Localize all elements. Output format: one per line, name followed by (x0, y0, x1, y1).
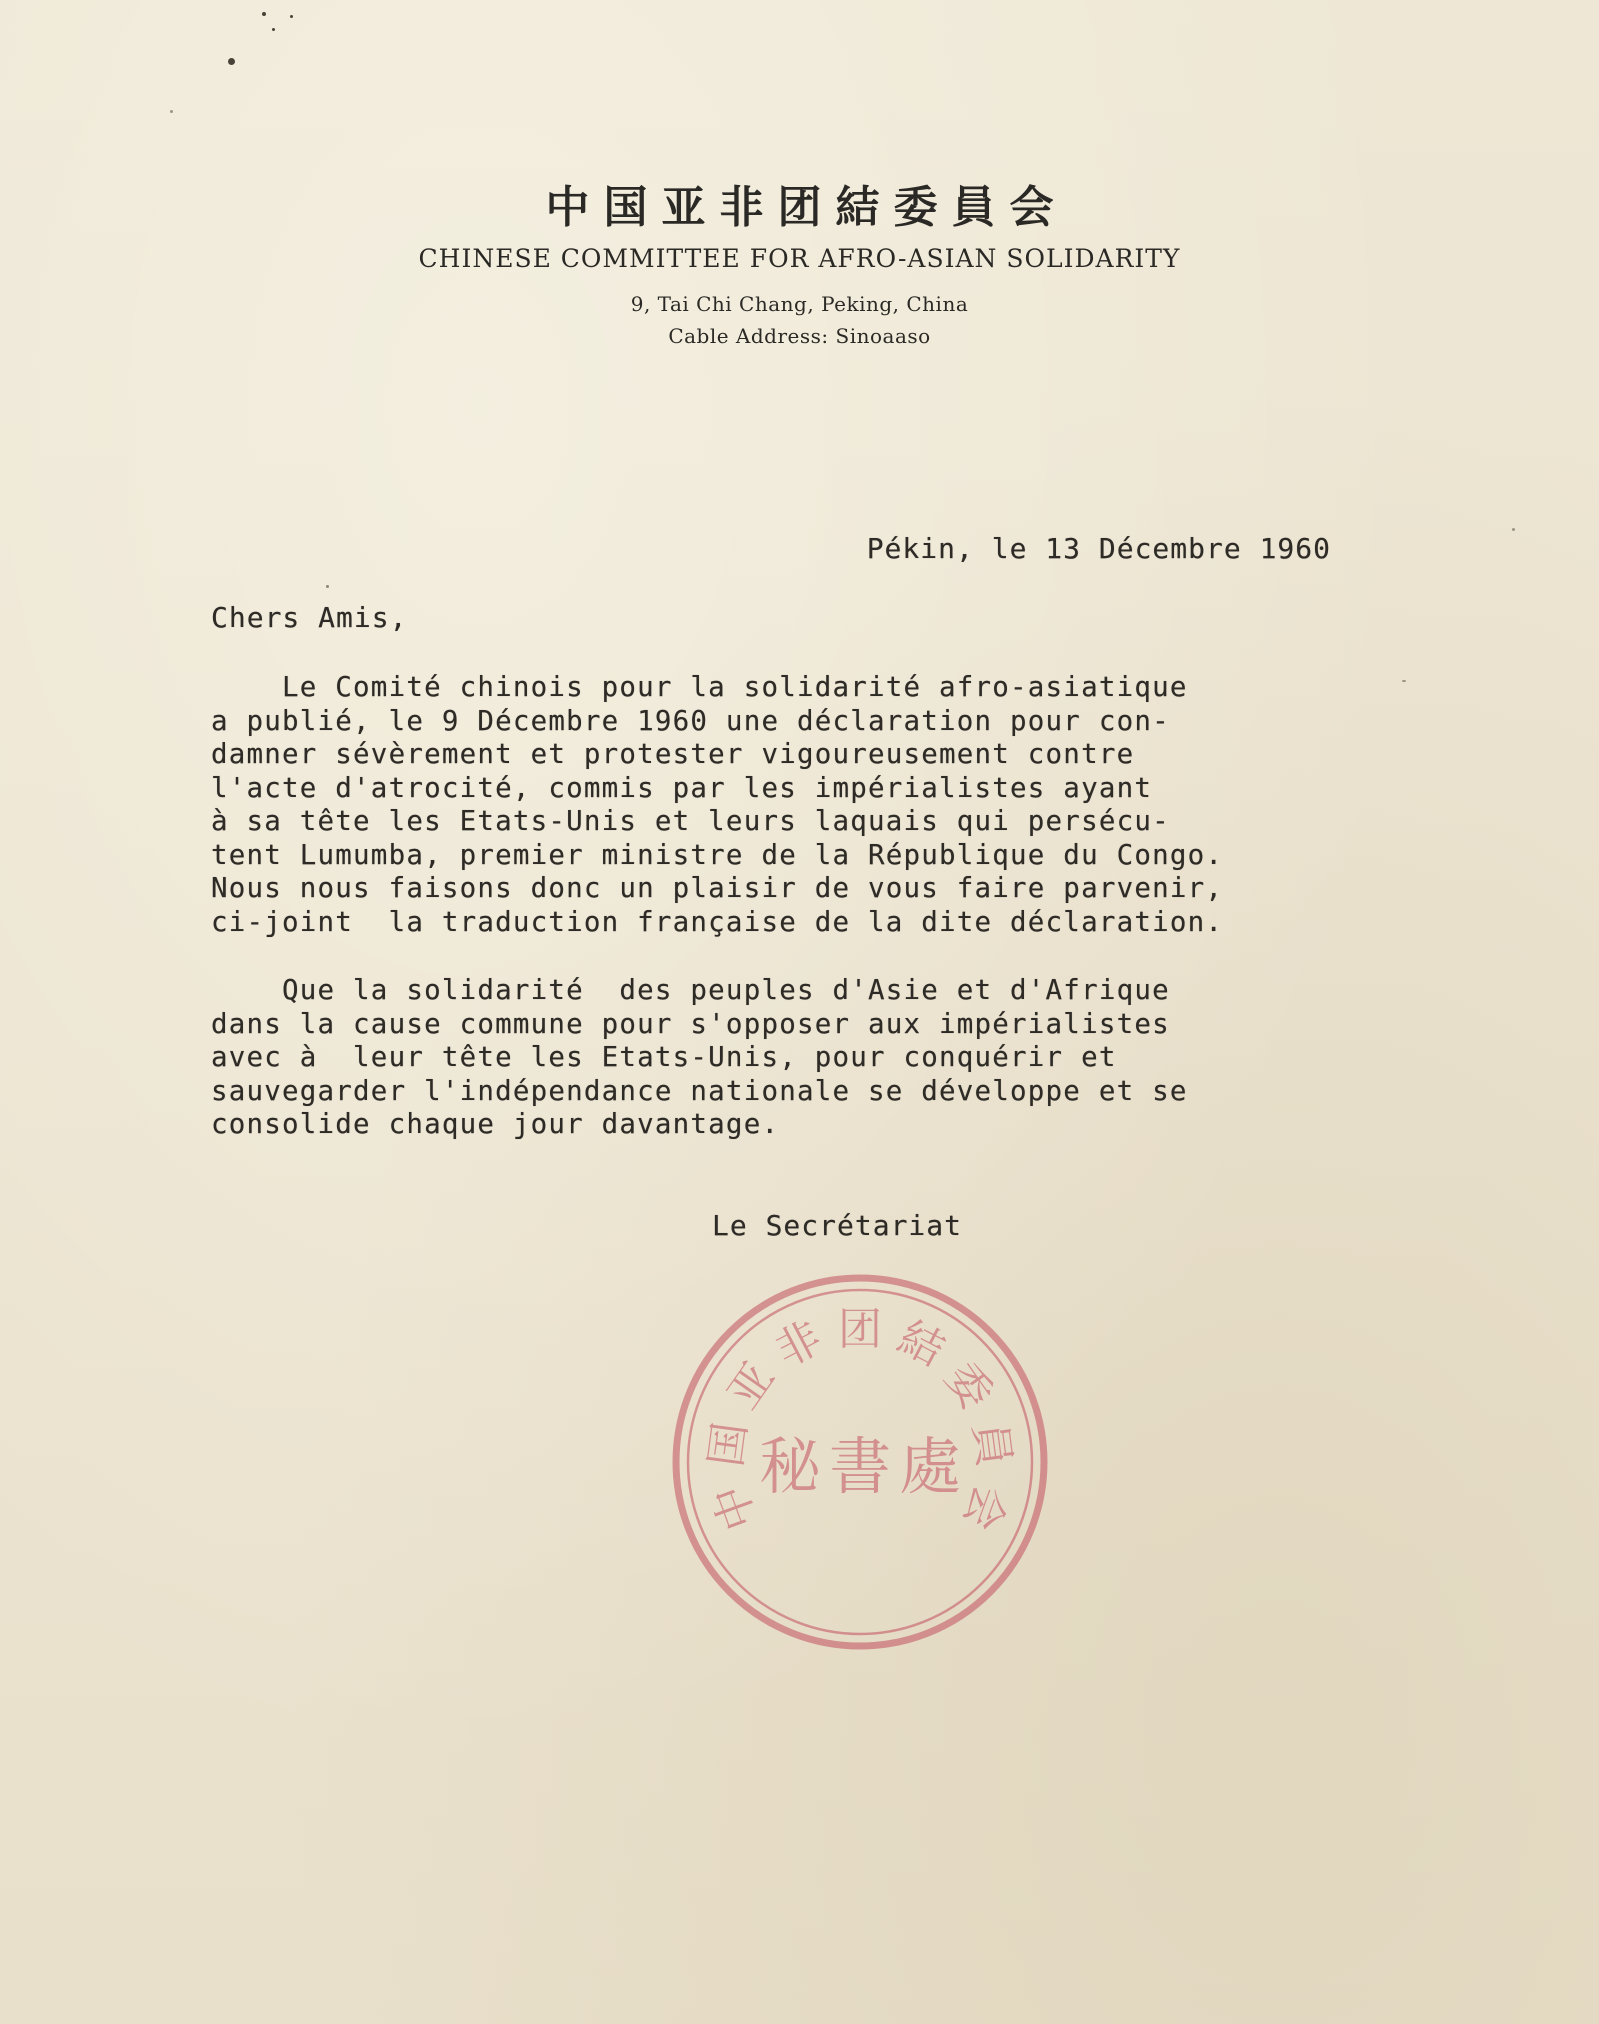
letterhead (0, 180, 1599, 352)
seal-ring-character: 非 (767, 1311, 831, 1378)
seal-ring-character: 团 (838, 1304, 882, 1355)
letter-date: Pékin, le 13 Décembre 1960 (866, 532, 1331, 565)
seal-stamp (670, 1272, 1050, 1652)
paragraph-line: Nous nous faisons donc un plaisir de vous faire parvenir, (211, 872, 1224, 904)
seal-ring-character: 会 (953, 1477, 1017, 1537)
paragraph-line: sauvegarder l'indépendance nationale se développe et se (211, 1074, 1188, 1107)
paper-speck (1512, 528, 1515, 531)
seal-ring-character: 結 (889, 1311, 953, 1378)
paper-speck (272, 28, 275, 31)
paper-speck (262, 12, 266, 16)
letter-salutation: Chers Amis, (211, 601, 408, 634)
letterhead-english-name: CHINESE COMMITTEE FOR AFRO-ASIAN SOLIDARITY (418, 244, 1181, 273)
paragraph-line: Le Comité chinois pour la solidarité afro-asiatique (211, 671, 1188, 703)
letter-paragraph-1 (211, 671, 1361, 939)
letter-signature: Le Secrétariat (712, 1209, 963, 1242)
seal-center-character: 處 (898, 1430, 962, 1504)
seal-center-character: 書 (828, 1430, 892, 1504)
paragraph-line: consolide chaque jour davantage. (211, 1108, 780, 1140)
letterhead-address: 9, Tai Chi Chang, Peking, China (630, 292, 969, 316)
paragraph-line: ci-joint la traduction française de la dite déclaration. (211, 905, 1224, 938)
paragraph-line: a publié, le 9 Décembre 1960 une déclaration pour con- (211, 704, 1170, 737)
seal-center-character: 秘 (758, 1430, 822, 1504)
seal-ring-character: 中 (703, 1477, 767, 1537)
seal-characters (700, 1304, 1019, 1537)
seal-ring-character: 員 (963, 1419, 1020, 1470)
paragraph-line: Que la solidarité des peuples d'Asie et d'Afrique (211, 974, 1170, 1006)
letterhead-chinese-name: 中国亚非团結委員会 (545, 182, 1068, 233)
paper-speck (170, 110, 173, 113)
paragraph-line: à sa tête les Etats-Unis et leurs laquais qui persécu- (211, 805, 1170, 837)
paper-speck (1402, 680, 1406, 682)
seal-group (676, 1278, 1044, 1646)
paper-speck (290, 15, 293, 18)
paragraph-line: damner sévèrement et protester vigoureusement contre (211, 738, 1135, 770)
paragraph-line: dans la cause commune pour s'opposer aux impérialistes (211, 1007, 1170, 1040)
seal-ring-character: 亚 (717, 1353, 785, 1419)
seal-ring-character: 委 (935, 1353, 1003, 1419)
letterhead-cable-address: Cable Address: Sinoaaso (668, 324, 931, 348)
letter-paragraph-2 (211, 974, 1361, 1142)
paragraph-line: tent Lumumba, premier ministre de la République du Congo. (211, 838, 1224, 871)
paper-speck (228, 58, 235, 65)
seal-ring-character: 国 (700, 1419, 757, 1470)
paragraph-line: l'acte d'atrocité, commis par les impérialistes ayant (211, 771, 1153, 804)
paper-speck (326, 585, 329, 588)
paragraph-line: avec à leur tête les Etats-Unis, pour conquérir et (211, 1041, 1117, 1073)
